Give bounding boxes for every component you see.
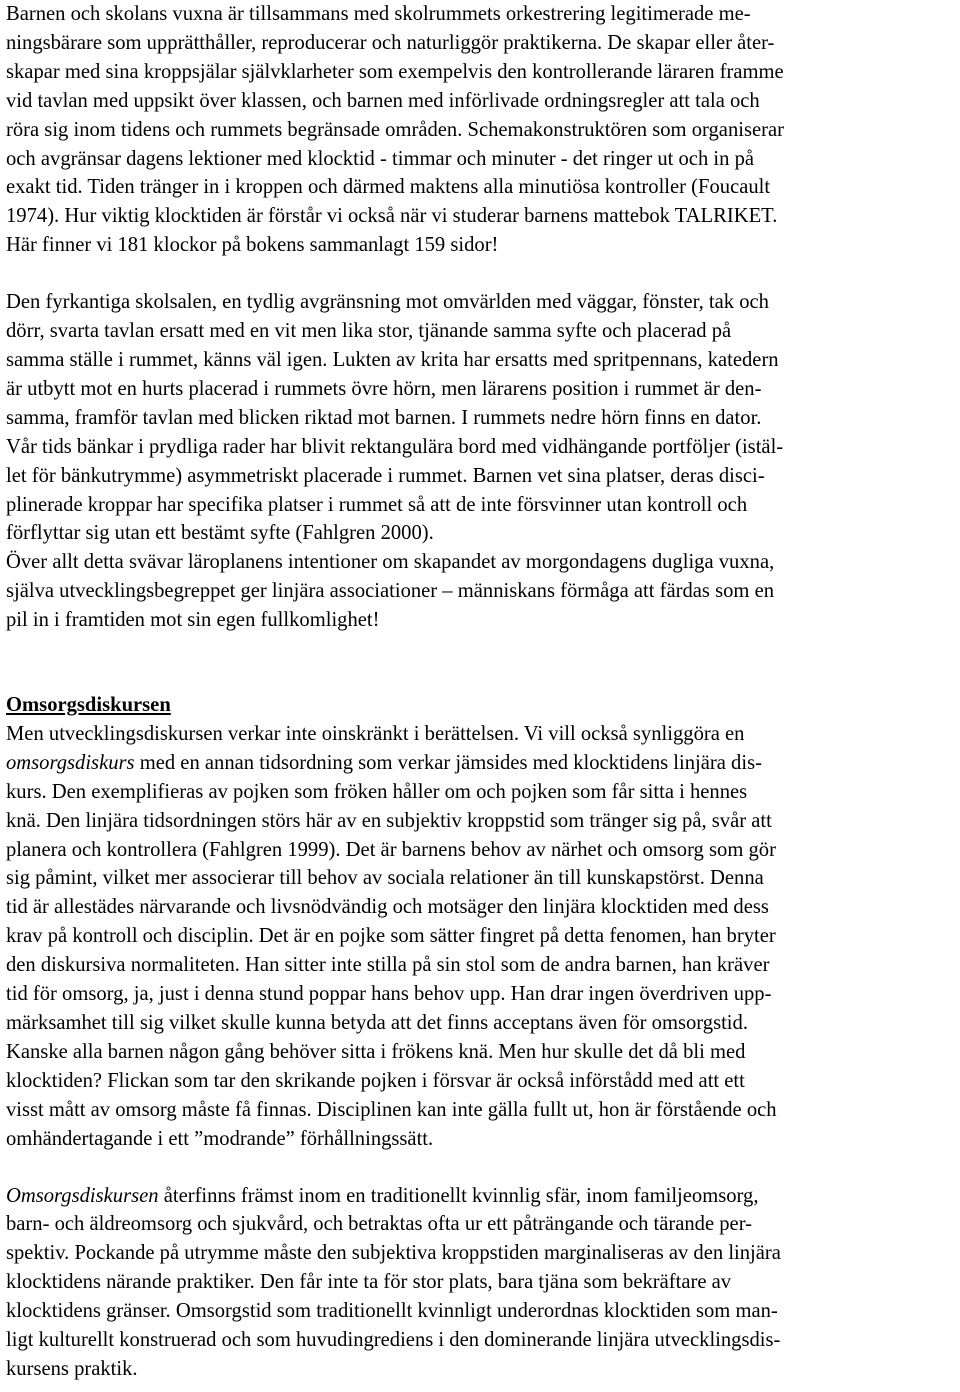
text-line: tid är allestädes närvarande och livsnödvändig och motsäger den linjära klocktiden med dess [6, 896, 769, 919]
text-line: och avgränsar dagens lektioner med klocktid - timmar och minuter - det ringer ut och in på [6, 147, 755, 170]
paragraph-curriculum-intentions [6, 548, 954, 635]
text-line: Över allt detta svävar läroplanens intentioner om skapandet av morgondagens dugliga vuxna, [6, 551, 775, 574]
text-line: plinerade kroppar har specifika platser i rummet så att de inte försvinner utan kontroll och [6, 493, 748, 516]
paragraph-spacer [6, 260, 954, 288]
text-line: Men utvecklingsdiskursen verkar inte oinskränkt i berättelsen. Vi vill också synliggöra en [6, 722, 745, 745]
paragraph-care-discourse [6, 720, 954, 1154]
section-heading-wrapper [6, 691, 954, 720]
text-line: den diskursiva normaliteten. Han sitter inte stilla på sin stol som de andra barnen, han kräver [6, 954, 770, 977]
text-line: barn- och äldreomsorg och sjukvård, och betraktas ofta ur ett påträngande och tärande per- [6, 1213, 753, 1236]
text-line: Den fyrkantiga skolsalen, en tydlig avgränsning mot omvärlden med väggar, fönster, tak och [6, 291, 769, 314]
text-line [6, 1182, 954, 1211]
text-line: tid för omsorg, ja, just i denna stund poppar hans behov upp. Han drar ingen överdriven upp- [6, 983, 772, 1006]
text-line: planera och kontrollera (Fahlgren 1999). Det är barnens behov av närhet och omsorg som gör [6, 838, 776, 861]
text-line: 1974). Hur viktig klocktiden är förstår vi också när vi studerar barnens mattebok TALRIKET. [6, 205, 778, 228]
text-line: märksamhet till sig vilket skulle kunna betyda att det finns acceptans även för omsorgstid. [6, 1012, 748, 1034]
text-line: knä. Den linjära tidsordningen störs här av en subjektiv kroppstid som tränger sig på, svår att [6, 809, 772, 832]
text-line: ningsbärare som upprätthåller, reproducerar och naturliggör praktikerna. De skapar eller åter- [6, 31, 775, 54]
text-line: klocktidens närande praktiker. Den får inte ta för stor plats, bara tjäna som bekräftare av [6, 1271, 732, 1294]
text-line: sig påmint, vilket mer associerar till behov av sociala relationer än till kunskapstörst. Denna [6, 867, 764, 890]
text-line: skapar med sina kroppsjälar självklarheter som exempelvis den kontrollerande läraren framme [6, 60, 784, 83]
text-line: omhändertagande i ett ”modrande” förhållningssätt. [6, 1127, 434, 1150]
text-fragment: återfinns främst inom en traditionellt kvinnlig sfär, inom familjeomsorg, [158, 1184, 759, 1207]
text-line: Barnen och skolans vuxna är tillsammans med skolrummets orkestrering legitimerade me- [6, 3, 751, 25]
section-spacer [6, 635, 954, 691]
text-line: klocktidens gränser. Omsorgstid som traditionellt kvinnligt underordnas klocktiden som man- [6, 1300, 778, 1323]
text-line: röra sig inom tidens och rummets begränsade områden. Schemakonstruktören som organiserar [6, 118, 784, 141]
text-line: samma ställe i rummet, känns väl igen. Lukten av krita har ersatts med spritpennans, katedern [6, 348, 779, 371]
text-line: krav på kontroll och disciplin. Det är en pojke som sätter fingret på detta fenomen, han bryter [6, 925, 776, 948]
italic-term: Omsorgsdiskursen [6, 1184, 159, 1207]
italic-term: omsorgsdiskurs [6, 751, 135, 774]
text-line: samma, framför tavlan med blicken riktad mot barnen. I rummets nedre hörn finns en dator. [6, 406, 762, 429]
text-line: själva utvecklingsbegreppet ger linjära associationer – människans förmåga att färdas som en [6, 580, 775, 603]
text-line: Kanske alla barnen någon gång behöver sitta i frökens knä. Men hur skulle det då bli med [6, 1040, 746, 1063]
text-line: kursens praktik. [6, 1357, 138, 1380]
paragraph-classroom-space [6, 288, 954, 548]
text-line: klocktiden? Flickan som tar den skrikande pojken i försvar är också införstådd med att ett [6, 1069, 745, 1092]
text-line: kurs. Den exemplifieras av pojken som fröken håller om och pojken som får sitta i hennes [6, 780, 748, 803]
text-line: visst mått av omsorg måste få finnas. Disciplinen kan inte gälla fullt ut, hon är förstående och [6, 1098, 777, 1121]
text-line: ligt kulturellt konstruerad och som huvudingrediens i den dominerande linjära utvecklingsdis- [6, 1329, 781, 1352]
text-line: vid tavlan med uppsikt över klassen, och barnen med införlivade ordningsregler att tala och [6, 89, 760, 112]
text-line [6, 749, 954, 778]
section-heading: Omsorgsdiskursen [6, 694, 171, 717]
text-line: är utbytt mot en hurts placerad i rummets övre hörn, men lärarens position i rummet är den- [6, 377, 762, 400]
paragraph-care-discourse-sphere [6, 1182, 954, 1384]
text-line: dörr, svarta tavlan ersatt med en vit men lika stor, tjänande samma syfte och placerad på [6, 320, 732, 343]
paragraph-classroom-orchestration [6, 0, 954, 260]
text-line: Vår tids bänkar i prydliga rader har blivit rektangulära bord med vidhängande portföljer (istäl- [6, 435, 784, 458]
text-line: Här finner vi 181 klockor på bokens sammanlagt 159 sidor! [6, 234, 499, 257]
text-line: pil in i framtiden mot sin egen fullkomlighet! [6, 609, 380, 632]
text-line: spektiv. Pockande på utrymme måste den subjektiva kroppstiden marginaliseras av den linjära [6, 1242, 781, 1265]
text-fragment: med en annan tidsordning som verkar jämsides med klocktidens linjära dis- [134, 751, 762, 774]
text-line: exakt tid. Tiden tränger in i kroppen och därmed maktens alla minutiösa kontroller (Foucault [6, 176, 771, 199]
paragraph-spacer [6, 1154, 954, 1182]
text-line: förflyttar sig utan ett bestämt syfte (Fahlgren 2000). [6, 522, 434, 545]
text-line: let för bänkutrymme) asymmetriskt placerade i rummet. Barnen vet sina platser, deras disci- [6, 464, 765, 487]
